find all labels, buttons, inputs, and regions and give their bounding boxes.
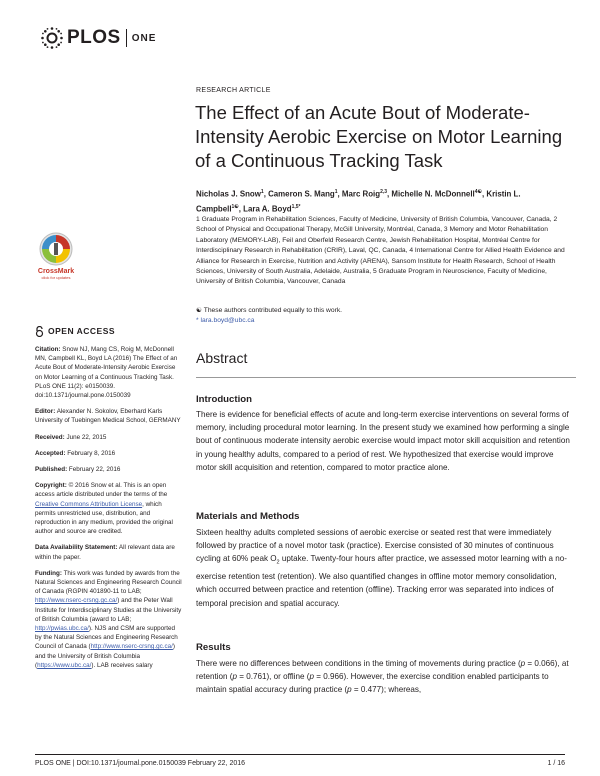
author-separator: ,	[387, 189, 392, 199]
author-name: Lara A. Boyd	[243, 204, 292, 214]
methods-heading: Materials and Methods	[196, 511, 300, 522]
article-sidebar	[35, 326, 183, 677]
author-name: Kristin L. Campbell	[196, 189, 521, 214]
author-name: Nicholas J. Snow	[196, 189, 261, 199]
citation: Citation: Snow NJ, Mang CS, Roig M, McDonnell MN, Campbell KL, Boyd LA (2016) The Effect of an Acute Bout of Moderate-Intensity Aerobic Exercise on Motor Learning of a Continuous Tracking Task. PLoS ONE 11(2): e0150039. doi:10.1371/journal.pone.0150039	[35, 346, 178, 400]
results-heading: Results	[196, 642, 231, 653]
article-title: The Effect of an Acute Bout of Moderate-Intensity Aerobic Exercise on Motor Learning of a Continuous Tracking Task	[195, 102, 563, 171]
author-name: Marc Roig	[341, 189, 381, 199]
page-number: 1 / 16	[547, 760, 565, 767]
crossmark-label: CrossMark	[37, 268, 75, 275]
plos-logo-icon	[40, 26, 64, 50]
author-separator: ,	[263, 189, 269, 199]
author-separator: ,	[238, 204, 244, 214]
received-date: Received: June 22, 2015	[35, 433, 107, 441]
crossmark-icon	[39, 232, 73, 266]
introduction-heading: Introduction	[196, 394, 252, 405]
funding-link[interactable]: http://www.nserc-crsng.gc.ca/	[90, 643, 173, 651]
author-affiliation-marker: 1	[334, 189, 338, 195]
author-notes	[196, 306, 576, 326]
accepted-date: Accepted: February 8, 2016	[35, 449, 116, 457]
equal-contribution-note: ☯ These authors contributed equally to this work.	[196, 307, 343, 314]
open-access-label: OPEN ACCESS	[48, 325, 116, 336]
footer-divider	[35, 754, 565, 755]
funding-link[interactable]: https://www.ubc.ca/	[37, 661, 92, 669]
funding: Funding: This work was funded by awards from the Natural Sciences and Engineering Research Council of Canada (RGPIN 401890-11 to LAB; http://www.nserc-crsng.gc.ca/) and the Peter Wall Institute for Interdisciplinary Studies at the University of British Columbia (award to LAB; http://pwias.ubc.ca/). NJS and CSM are supported by the Natural Sciences and Engineering Research Council of Canada (http://www.nserc-crsng.gc.ca/) and the University of British Columbia (https://www.ubc.ca/). LAB receives salary	[35, 569, 182, 669]
crossmark-badge[interactable]	[36, 232, 76, 280]
author-affiliation-marker: 1,5*	[291, 204, 301, 211]
funding-link[interactable]: http://pwias.ubc.ca/	[35, 625, 89, 633]
license-link[interactable]: Creative Commons Attribution License	[35, 500, 143, 508]
author-affiliation-marker: 2,3	[380, 189, 388, 195]
author-separator: ,	[481, 189, 487, 199]
footer-citation: PLOS ONE | DOI:10.1371/journal.pone.0150039 February 22, 2016	[35, 760, 246, 767]
author-name: Michelle N. McDonnell	[391, 189, 475, 199]
logo-separator	[126, 29, 127, 47]
introduction-text: There is evidence for beneficial effects of acute and long-term exercise interventions on several forms of memory, including procedural motor learning. In the present study we examined how performing a single bout of continuous moderate intensity aerobic exercise would impact motor skill acquisition and retention in young healthy adults, compared to a period of rest. We hypothesized that exercise would improve motor skill acquisition and retention, compared to motor practice alone.	[196, 410, 570, 472]
affiliations: 1 Graduate Program in Rehabilitation Sciences, Faculty of Medicine, University of British Columbia, Vancouver, Canada, 2 School of Physical and Occupational Therapy, McGill University, Montréal, Canada, 3 Memory and Motor Rehabilitation Laboratory (MEMORY-LAB), Feil and Oberfeld Research Centre, Jewish Rehabilitation Hospital, Montréal Centre for Interdisciplinary Research in Rehabilitation (CRIR), Laval, QC, Canada, 4 International Centre for Allied Health Evidence and Alliance for Research in Exercise, Nutrition and Activity (ARENA), Sansom Institute for Health Research, School of Health Sciences, University of South Australia, Adelaide, Australia, 5 Graduate Program in Neuroscience, Faculty of Medicine, University of British Columbia, Vancouver, Canada	[196, 216, 565, 286]
crossmark-sublabel: click for updates	[41, 275, 71, 280]
corresponding-email[interactable]: * lara.boyd@ubc.ca	[196, 317, 255, 324]
open-access-badge	[35, 326, 183, 337]
author-list	[196, 186, 566, 216]
funding-link[interactable]: http://www.nserc-crsng.gc.ca/	[35, 597, 118, 605]
plos-logo	[40, 24, 156, 52]
author-affiliation-marker: 4☯	[474, 189, 482, 195]
author-name: Cameron S. Mang	[268, 189, 335, 199]
divider	[196, 377, 576, 378]
published-date: Published: February 22, 2016	[35, 466, 121, 474]
author-affiliation-marker: 1☯	[231, 204, 239, 211]
journal-name: ONE	[131, 32, 157, 44]
abstract-heading: Abstract	[196, 350, 248, 366]
article-type: RESEARCH ARTICLE	[196, 87, 271, 94]
open-lock-icon	[35, 326, 44, 337]
author-affiliation-marker: 1	[260, 189, 264, 195]
data-availability: Data Availability Statement: All relevant data are within the paper.	[35, 544, 175, 561]
copyright: Copyright: © 2016 Snow et al. This is an open access article distributed under the terms of the Creative Commons Attribution License, which permits unrestricted use, distribution, and reproduction in any medium, provided the original author and source are credited.	[35, 482, 173, 536]
methods-text: Sixteen healthy adults completed sessions of aerobic exercise or seated rest that were immediately followed by practice of a novel motor task (practice). Exercise consisted of 30 minutes of continuous cycling at 60% peak $O_2$ uptake. Twenty-four hours after practice, we assessed motor learning with a no-exercise retention test (retention). We also quantified changes in offline motor memory consolidation, which occurred between practice and retention (offline). Tracking error was separated into indices of temporal precision and spatial accuracy.	[196, 528, 567, 608]
results-text: There were no differences between conditions in the timing of movements during practice (p = 0.066), at retention (p = 0.761), or offline (p = 0.966). However, the exercise condition enabled participants to maintain spatial accuracy during practice (p = 0.477); whereas,	[196, 659, 569, 695]
logo-text: PLOS	[67, 27, 121, 48]
author-separator: ,	[337, 189, 342, 199]
editor: Editor: Alexander N. Sokolov, Eberhard Karls University of Tuebingen Medical School, GERMANY	[35, 408, 181, 425]
